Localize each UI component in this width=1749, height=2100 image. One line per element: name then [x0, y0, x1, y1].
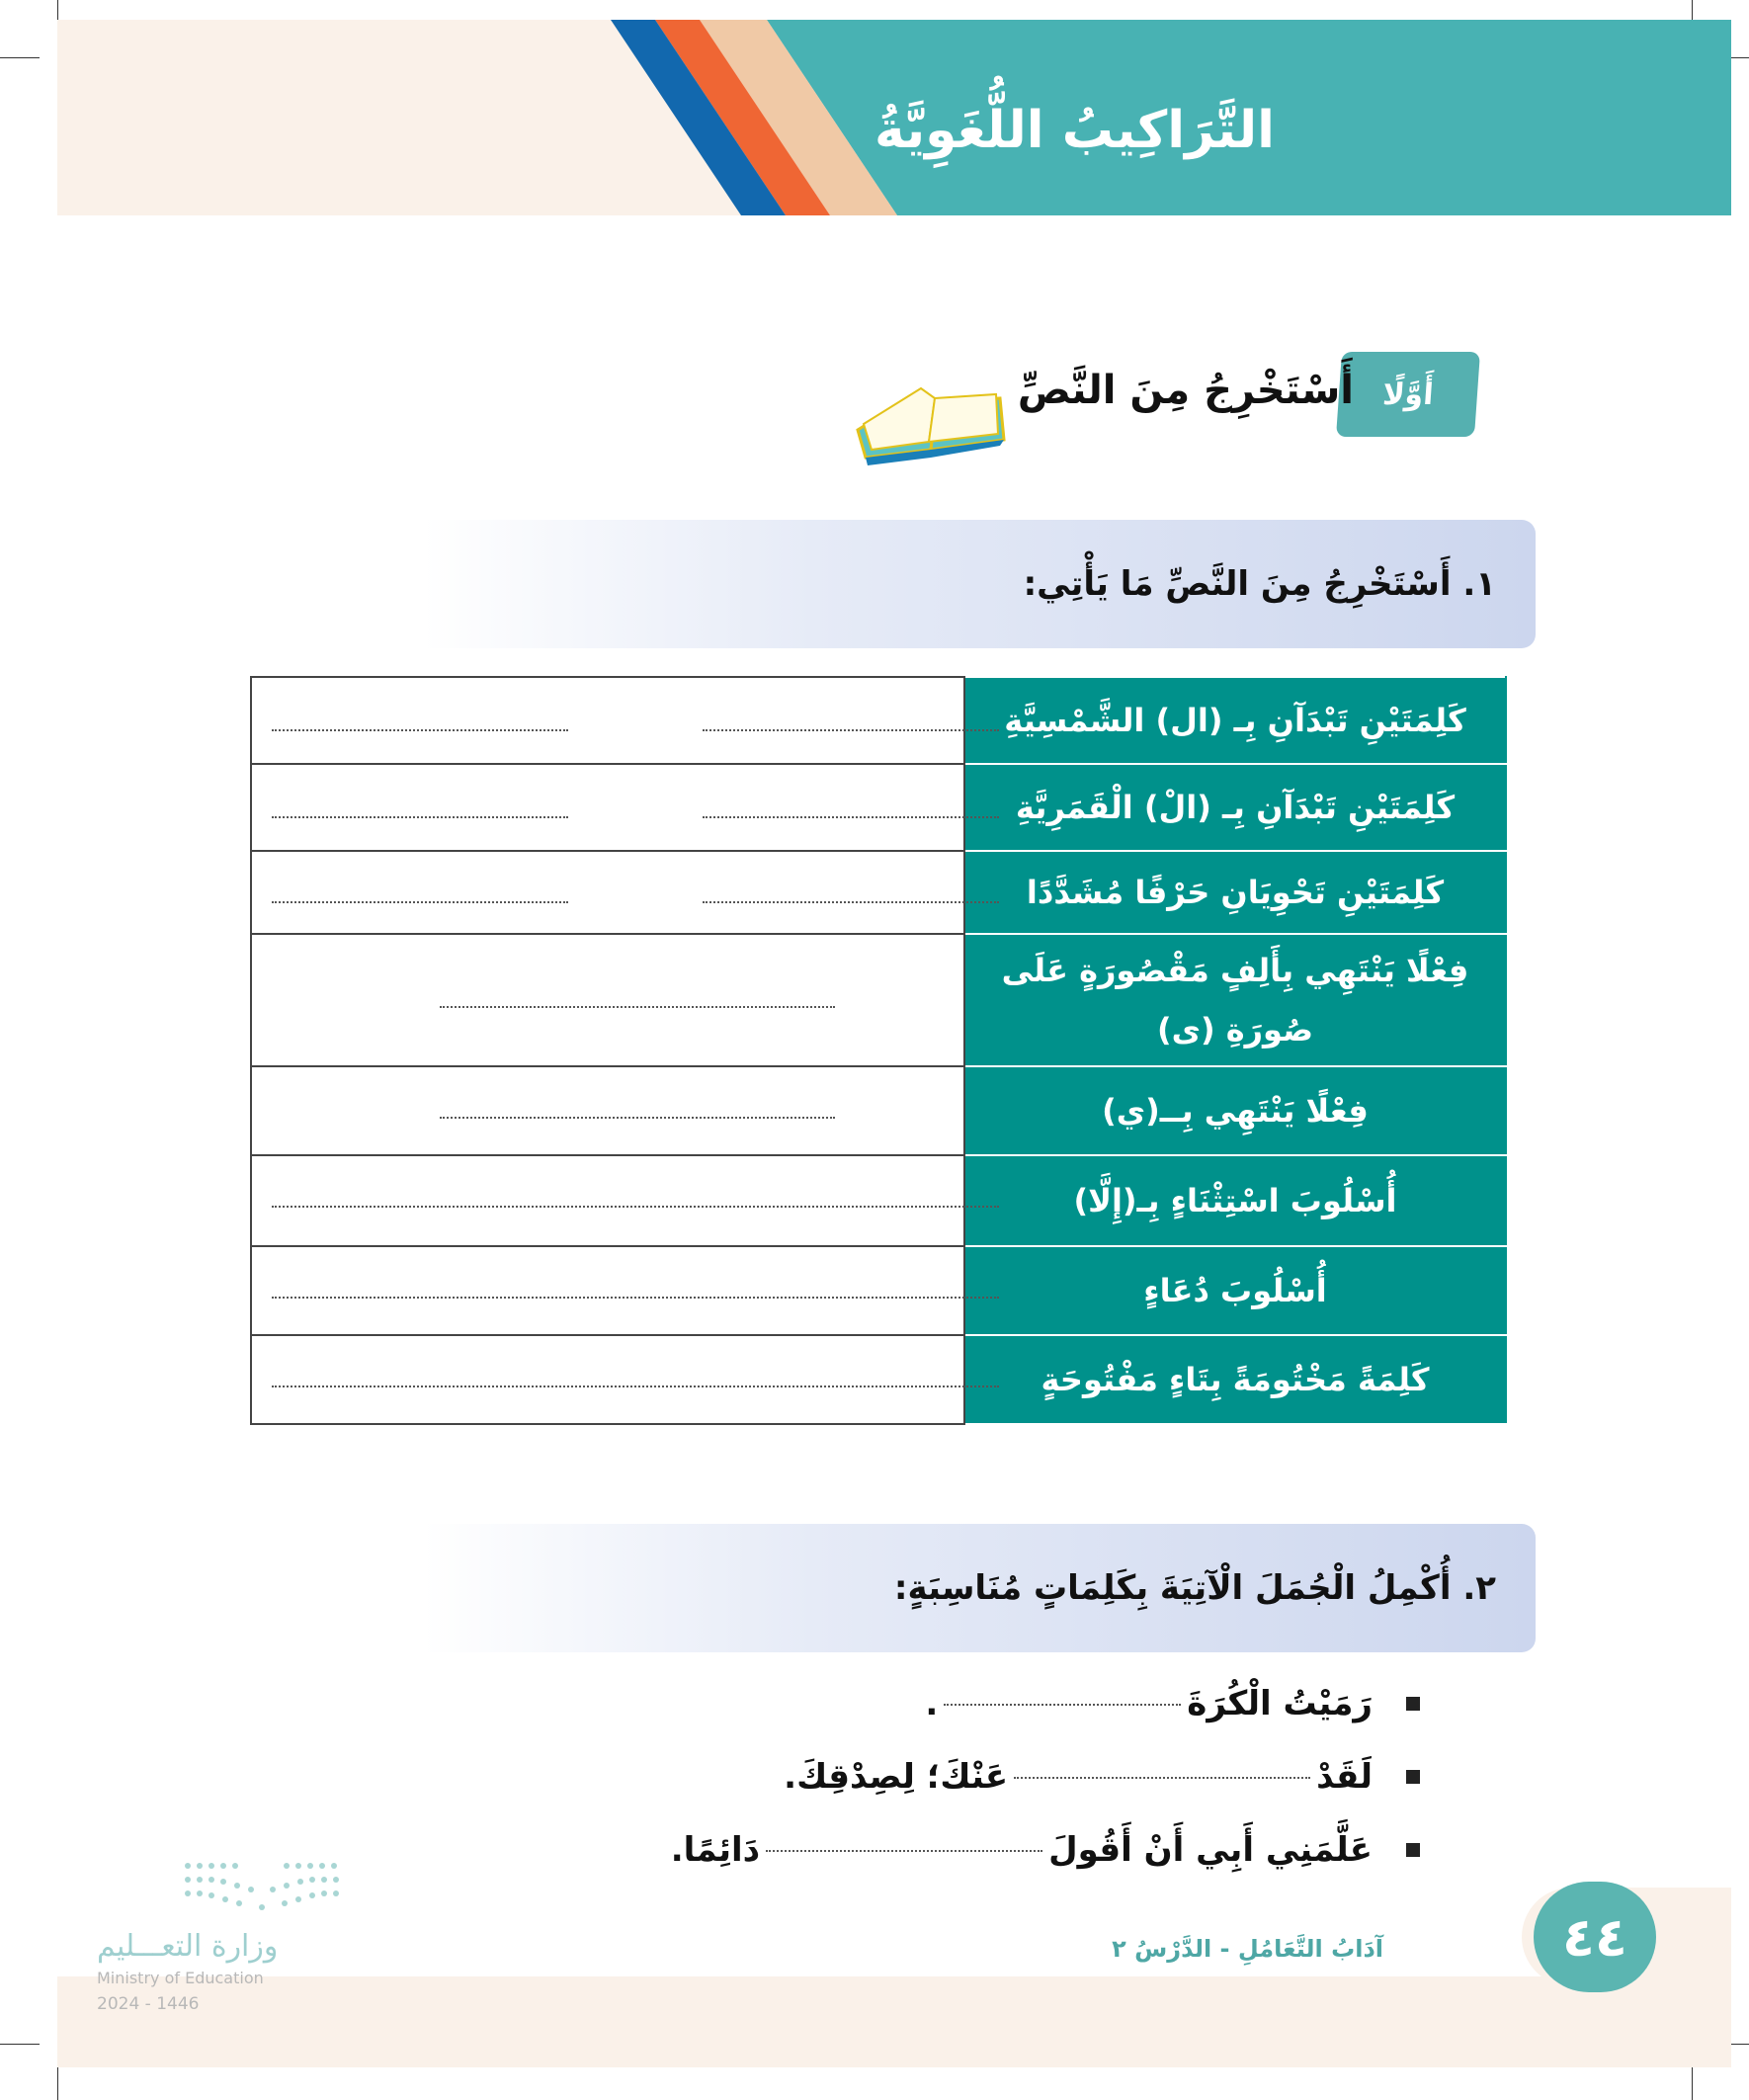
extract-table — [250, 676, 1507, 1425]
ministry-year: 2024 - 1446 — [97, 1994, 200, 2014]
sentence-item: عَلَّمَنِي أَبِي أَنْ أَقُولَ دَائِمًا. — [671, 1830, 1420, 1870]
answer-cell[interactable] — [251, 677, 964, 764]
table-row — [251, 1155, 1506, 1246]
answer-blank[interactable] — [272, 1386, 999, 1387]
answer-blank[interactable] — [703, 729, 999, 731]
table-row — [251, 1246, 1506, 1335]
ministry-name-english: Ministry of Education — [97, 1969, 264, 1987]
exercise1-instruction: ١. أَسْتَخْرِجُ مِنَ النَّصِّ مَا يَأْتِي: — [1023, 564, 1496, 604]
sentence-blank[interactable] — [1014, 1776, 1310, 1779]
table-row — [251, 1066, 1506, 1155]
answer-cell[interactable] — [251, 934, 964, 1066]
answer-blank[interactable] — [272, 1297, 999, 1299]
section-title: أَسْتَخْرِجُ مِنَ النَّصِّ — [1017, 368, 1354, 413]
answer-cell[interactable] — [251, 1246, 964, 1335]
table-row — [251, 677, 1506, 764]
answer-blank[interactable] — [272, 901, 568, 903]
ministry-logo-icon — [178, 1858, 356, 1917]
row-label: كَلِمَتَيْنِ تَبْدَآنِ بِـ (الْ) الْقَمَرِيَّةِ — [964, 764, 1506, 851]
crop-mark — [0, 57, 40, 58]
page-title: التَّرَاكِيبُ اللُّغَوِيَّةُ — [874, 101, 1275, 160]
row-label: كَلِمَتَيْنِ تَحْوِيَانِ حَرْفًا مُشَدَّدًا — [964, 851, 1506, 934]
sentence-blank[interactable] — [944, 1703, 1181, 1706]
row-label: فِعْلًا يَنْتَهِي بِــ(ي) — [964, 1066, 1506, 1155]
row-label: أُسْلُوبَ دُعَاءٍ — [964, 1246, 1506, 1335]
ministry-name-arabic: وزارة التعـــليم — [97, 1929, 279, 1964]
answer-blank[interactable] — [440, 1117, 835, 1119]
section-badge: أَوَّلًا — [1336, 352, 1480, 437]
answer-blank[interactable] — [272, 816, 568, 818]
row-label: فِعْلًا يَنْتَهِي بِأَلِفٍ مَقْصُورَةٍ عَلَى صُورَةِ (ى) — [964, 934, 1506, 1066]
answer-blank[interactable] — [703, 901, 999, 903]
instruction-bar — [423, 520, 1536, 648]
bullet-icon — [1406, 1770, 1420, 1784]
answer-cell[interactable] — [251, 1066, 964, 1155]
answer-blank[interactable] — [703, 816, 999, 818]
sentence-item: لَقَدْ عَنْكَ؛ لِصِدْقِكَ. — [784, 1757, 1420, 1797]
answer-cell[interactable] — [251, 851, 964, 934]
sentence-blank[interactable] — [766, 1849, 1042, 1852]
answer-cell[interactable] — [251, 1155, 964, 1246]
answer-cell[interactable] — [251, 764, 964, 851]
crop-mark — [1692, 2065, 1693, 2100]
exercise2-instruction: ٢. أُكْمِلُ الْجُمَلَ الْآتِيَةَ بِكَلِمَاتٍ مُنَاسِبَةٍ: — [893, 1568, 1496, 1608]
open-book-icon — [852, 380, 1010, 469]
lesson-reference: آدَابُ التَّعَامُلِ - الدَّرْسُ ٢ — [1112, 1935, 1383, 1963]
row-label: كَلِمَتَيْنِ تَبْدَآنِ بِـ (ال) الشَّمْسِيَّةِ — [964, 677, 1506, 764]
table-row — [251, 934, 1506, 1066]
answer-blank[interactable] — [272, 729, 568, 731]
crop-mark — [0, 2044, 40, 2045]
table-row — [251, 764, 1506, 851]
footer-band — [57, 1976, 1731, 2067]
answer-cell[interactable] — [251, 1335, 964, 1424]
row-label: أُسْلُوبَ اسْتِثْنَاءٍ بِـ(إِلَّا) — [964, 1155, 1506, 1246]
table-row — [251, 1335, 1506, 1424]
answer-blank[interactable] — [272, 1206, 999, 1208]
table-row — [251, 851, 1506, 934]
sentence-item: رَمَيْتُ الْكُرَةَ . — [925, 1684, 1420, 1723]
instruction-bar — [423, 1524, 1536, 1652]
answer-blank[interactable] — [440, 1006, 835, 1008]
crop-mark — [57, 2065, 58, 2100]
bullet-icon — [1406, 1697, 1420, 1711]
page-number: ٤٤ — [1534, 1882, 1656, 1992]
row-label: كَلِمَةً مَخْتُومَةً بِتَاءٍ مَفْتُوحَةٍ — [964, 1335, 1506, 1424]
bullet-icon — [1406, 1843, 1420, 1857]
